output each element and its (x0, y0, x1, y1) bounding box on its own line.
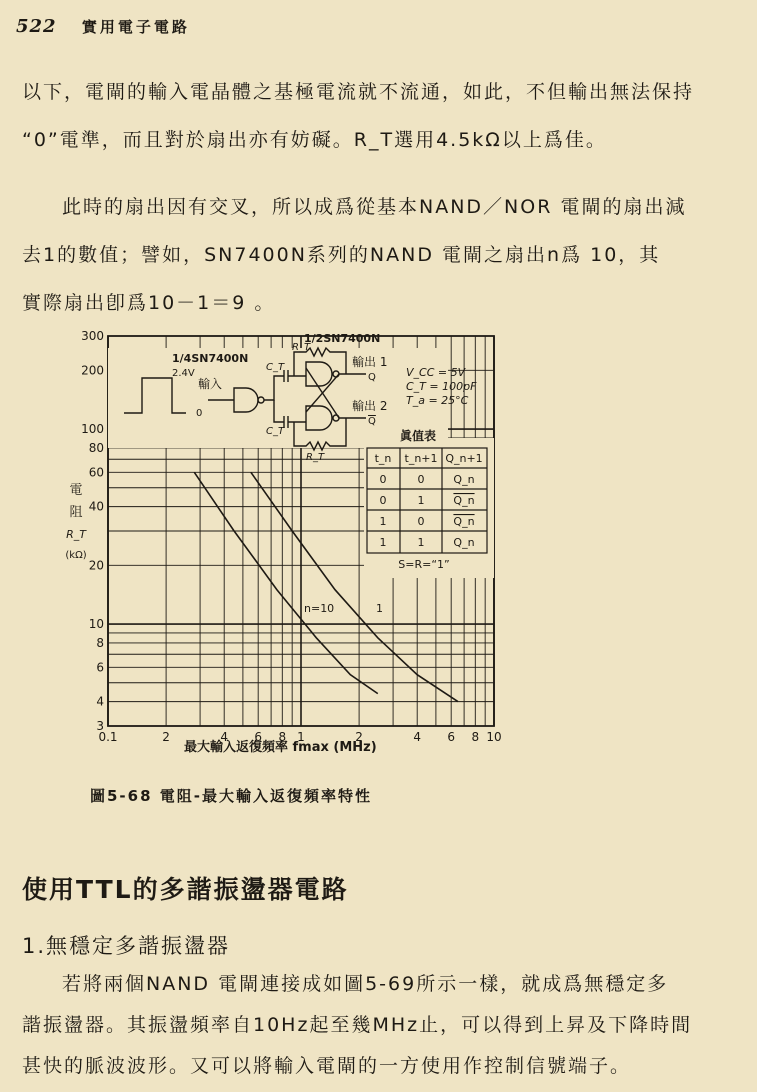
figure-caption: 圖5-68 電阻-最大輸入返復頻率特性 (90, 787, 372, 805)
output-2-label: 輸出 2 (352, 399, 388, 413)
section-heading: 使用TTL的多諧振盪器電路 (22, 875, 349, 904)
xlabel: 最大輸入返復頻率 fmax (MHz) (184, 740, 377, 755)
tt-cell: 0 (417, 473, 425, 486)
x-tick-label: 0.1 (98, 730, 118, 744)
text-line: “0”電準，而且對於扇出亦有妨礙。R_T選用4.5kΩ以上爲佳。 (22, 129, 607, 151)
text-line: 去1的數值；譬如，SN7400N系列的NAND 電閘之扇出n爲 10，其 (22, 244, 661, 266)
y-tick-label: 6 (96, 660, 104, 675)
x-tick-label: 6 (447, 730, 456, 744)
qbar-label: Q (368, 416, 376, 427)
curve-label-n10: n=10 (304, 602, 335, 615)
tt-cell: 0 (379, 494, 387, 507)
y-tick-label: 300 (81, 329, 104, 343)
y-tick-label: 3 (96, 719, 104, 733)
tt-header-tn1: t_n+1 (404, 452, 438, 465)
x-tick-label: 1 (297, 730, 305, 744)
text-line: 以下，電閘的輸入電晶體之基極電流就不流通，如此，不但輸出無法保持 (22, 81, 695, 103)
tt-cell: 0 (417, 515, 425, 528)
tt-cell: 0 (379, 473, 387, 486)
pulse-low-label: 0 (196, 408, 203, 419)
subsection-heading: 1.無穩定多諧振盪器 (22, 934, 231, 958)
y-tick-label: 40 (88, 499, 104, 514)
book-title: 實用電子電路 (81, 18, 190, 36)
tt-header-tn: t_n (374, 452, 392, 465)
condition-ct: C_T = 100pF (406, 380, 477, 393)
condition-vcc: V_CC = 5V (406, 366, 466, 379)
rt-label-lower: R_T (306, 452, 325, 463)
text-line: 諧振盪器。其振盪頻率自10Hz起至幾MHz止，可以得到上昇及下降時間 (22, 1014, 693, 1036)
tt-cell: Q_n (453, 515, 475, 528)
ylabel-line: 阻 (69, 505, 83, 520)
ylabel-line: (kΩ) (65, 550, 87, 561)
text-line: 實際扇出卽爲10－1＝9 。 (22, 292, 276, 314)
ylabel-line: 電 (69, 483, 83, 498)
y-tick-label: 8 (96, 635, 104, 650)
input-label: 輸入 (198, 377, 223, 391)
rt-label-upper: R_T (292, 342, 311, 353)
condition-ta: T_a = 25°C (406, 394, 469, 407)
curve-n-10 (194, 472, 377, 693)
pulse-high-label: 2.4V (172, 368, 195, 379)
tt-cell: Q_n (453, 536, 475, 549)
paragraph-3 (22, 964, 747, 1087)
paragraph-1 (22, 68, 742, 164)
tt-cell: 1 (379, 536, 387, 549)
tt-cell: 1 (379, 515, 387, 528)
tt-cell: 1 (417, 494, 425, 507)
ylabel-line: R_T (66, 528, 86, 541)
x-tick-label: 8 (278, 730, 287, 744)
figure-5-68 (65, 326, 514, 776)
x-tick-label: 6 (254, 730, 263, 744)
truth-table-title: 眞值表 (400, 429, 437, 443)
tt-cell: Q_n (453, 473, 475, 486)
y-tick-label: 4 (96, 694, 104, 709)
q-label: Q (368, 372, 376, 383)
y-tick-label: 60 (88, 465, 104, 480)
y-tick-label: 100 (81, 422, 104, 437)
x-tick-label: 8 (471, 730, 480, 744)
ct-label-lower: C_T (266, 426, 285, 437)
x-tick-label: 4 (413, 730, 422, 744)
tt-header-qn1: Q_n+1 (445, 452, 483, 465)
paragraph-2 (22, 183, 742, 327)
text-line: 此時的扇出因有交叉，所以成爲從基本NAND／NOR 電閘的扇出減 (62, 196, 687, 218)
tt-cell: 1 (417, 536, 425, 549)
y-tick-label: 200 (81, 363, 104, 378)
curve-label-1: 1 (376, 602, 383, 615)
x-tick-label: 4 (220, 730, 229, 744)
y-tick-label: 10 (88, 617, 104, 632)
tt-cell: Q_n (453, 494, 475, 507)
x-tick-label: 2 (355, 730, 363, 744)
output-1-label: 輸出 1 (352, 355, 388, 369)
half-chip-label: 1/2SN7400N (304, 332, 381, 345)
page-number: 522 (16, 16, 57, 37)
truth-table-note: S=R=“1” (398, 558, 450, 571)
quarter-chip-label: 1/4SN7400N (172, 352, 249, 365)
x-tick-label: 10 (486, 730, 502, 744)
y-tick-label: 20 (88, 558, 104, 573)
x-tick-label: 2 (162, 730, 170, 744)
text-line: 甚快的脈波波形。又可以將輸入電閘的一方使用作控制信號端子。 (22, 1055, 632, 1077)
ct-label-upper: C_T (266, 362, 285, 373)
page-header (16, 16, 190, 37)
text-line: 若將兩個NAND 電閘連接成如圖5-69所示一樣，就成爲無穩定多 (62, 973, 669, 995)
y-tick-label: 80 (88, 440, 104, 455)
